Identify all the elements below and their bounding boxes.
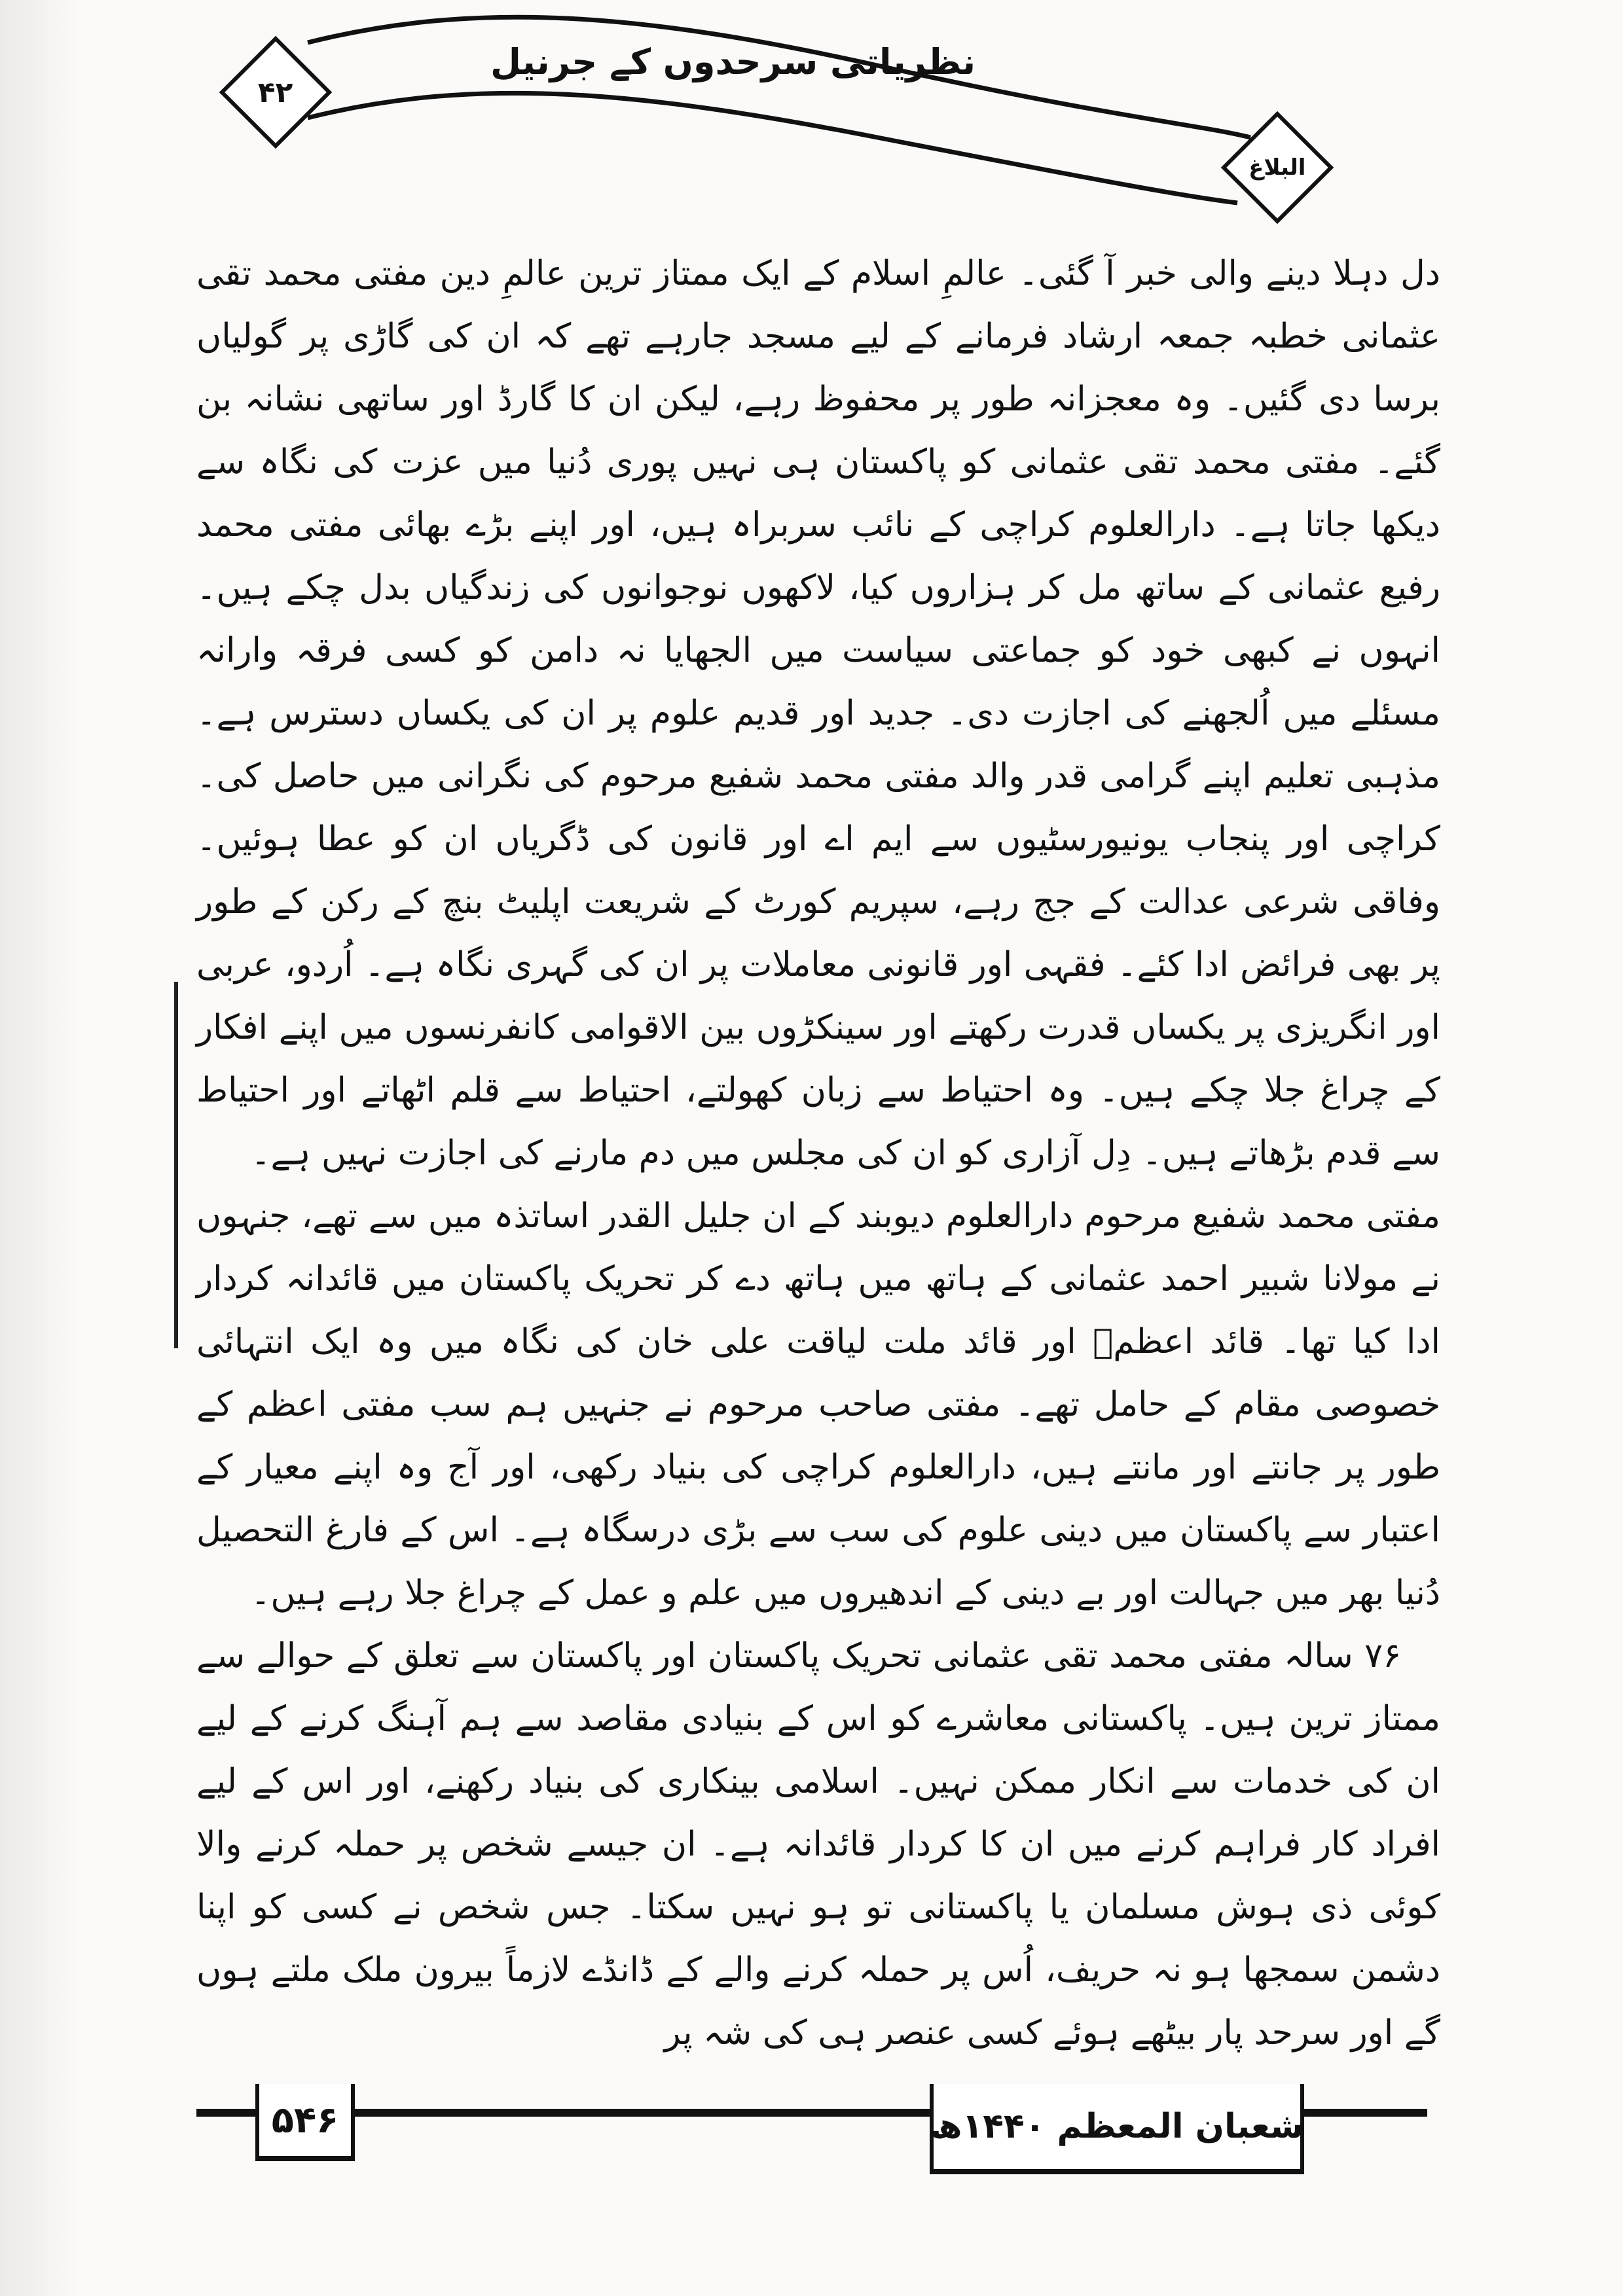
page-label: ۴۲ — [258, 75, 293, 109]
article-title: نظریاتی سرحدوں کے جرنیل — [490, 41, 976, 82]
paragraph-3: ۷۶ سالہ مفتی محمد تقی عثمانی تحریک پاکستان اور پاکستان سے تعلق کے حوالے سے ممتاز ترین ہیں۔ پاکستانی معاشرے کو اس کے بنیادی مقاصد سے ہم آہنگ کرنے کے لیے ان کی خدمات سے انکار ممکن نہیں۔ اسلامی بینکاری کی بنیاد رکھنے، اور اس کے لیے افراد کار فراہم کرنے میں ان کا کردار قائدانہ ہے۔ ان جیسے شخص پر حملہ کرنے والا کوئی ذی ہوش مسلمان یا پاکستانی تو ہو نہیں سکتا۔ جس شخص نے کسی کو اپنا دشمن سمجھا ہو نہ حریف، اُس پر حملہ کرنے والے کے ڈانڈے لازماً بیرون ملک ملتے ہوں گے اور سرحد پار بیٹھے ہوئے کسی عنصر ہی کی شہ پر — [196, 1636, 1440, 2053]
page-number: ۵۴۶ — [255, 2084, 355, 2161]
publication-name: البلاغ — [1249, 154, 1306, 181]
paragraph-1: دل دہلا دینے والی خبر آ گئی۔ عالمِ اسلام کے ایک ممتاز ترین عالمِ دین مفتی محمد تقی عثمانی خطبہ جمعہ ارشاد فرمانے کے لیے مسجد جارہے تھے کہ ان کی گاڑی پر گولیاں برسا دی گئیں۔ وہ معجزانہ طور پر محفوظ رہے، لیکن ان کا گارڈ اور ساتھی نشانہ بن گئے۔ مفتی محمد تقی عثمانی کو پاکستان ہی نہیں پوری دُنیا میں عزت کی نگاہ سے دیکھا جاتا ہے۔ دارالعلوم کراچی کے نائب سربراہ ہیں، اور اپنے بڑے بھائی مفتی محمد رفیع عثمانی کے ساتھ مل کر ہزاروں کیا، لاکھوں نوجوانوں کی زندگیاں بدل چکے ہیں۔ انہوں نے کبھی خود کو جماعتی سیاست میں الجھایا نہ دامن کو کسی فرقہ وارانہ مسئلے میں اُلجھنے کی اجازت دی۔ جدید اور قدیم علوم پر ان کی یکساں دسترس ہے۔ مذہبی تعلیم اپنے گرامی قدر والد مفتی محمد شفیع مرحوم کی نگرانی میں حاصل کی۔ کراچی اور پنجاب یونیورسٹیوں سے ایم اے اور قانون کی ڈگریاں ان کو عطا ہوئیں۔ وفاقی شرعی عدالت کے جج رہے، سپریم کورٹ کے شریعت اپلیٹ بنچ کے رکن کے طور پر بھی فرائض ادا کئے۔ فقہی اور قانونی معاملات پر ان کی گہری نگاہ ہے۔ اُردو، عربی اور انگریزی پر یکساں قدرت رکھتے اور سینکڑوں بین الاقوامی کانفرنسوں میں اپنے افکار کے چراغ جلا چکے ہیں۔ وہ احتیاط سے زبان کھولتے، احتیاط سے قلم اٹھاتے اور احتیاط سے قدم بڑھاتے ہیں۔ دِل آزاری کو ان کی مجلس میں دم مارنے کی اجازت نہیں ہے۔ — [196, 254, 1440, 1173]
page-header — [216, 13, 1447, 229]
page-edge-shadow — [0, 0, 79, 2296]
issue-date: شعبان المعظم ۱۴۴۰ھ — [930, 2084, 1304, 2174]
article-body — [196, 242, 1440, 2064]
page-footer — [196, 2084, 1427, 2182]
paragraph-2: مفتی محمد شفیع مرحوم دارالعلوم دیوبند کے ان جلیل القدر اساتذہ میں سے تھے، جنہوں نے مولانا شبیر احمد عثمانی کے ہاتھ میں ہاتھ دے کر تحریک پاکستان میں قائدانہ کردار ادا کیا تھا۔ قائد اعظمؒ اور قائد ملت لیاقت علی خان کی نگاہ میں وہ ایک انتہائی خصوصی مقام کے حامل تھے۔ مفتی صاحب مرحوم نے جنہیں ہم سب مفتی اعظم کے طور پر جانتے اور مانتے ہیں، دارالعلوم کراچی کی بنیاد رکھی، اور آج وہ اپنے معیار کے اعتبار سے پاکستان میں دینی علوم کی سب سے بڑی درسگاہ ہے۔ اس کے فارغ التحصیل دُنیا بھر میں جہالت اور بے دینی کے اندھیروں میں علم و عمل کے چراغ جلا رہے ہیں۔ — [196, 1196, 1440, 1613]
margin-mark — [174, 982, 178, 1348]
